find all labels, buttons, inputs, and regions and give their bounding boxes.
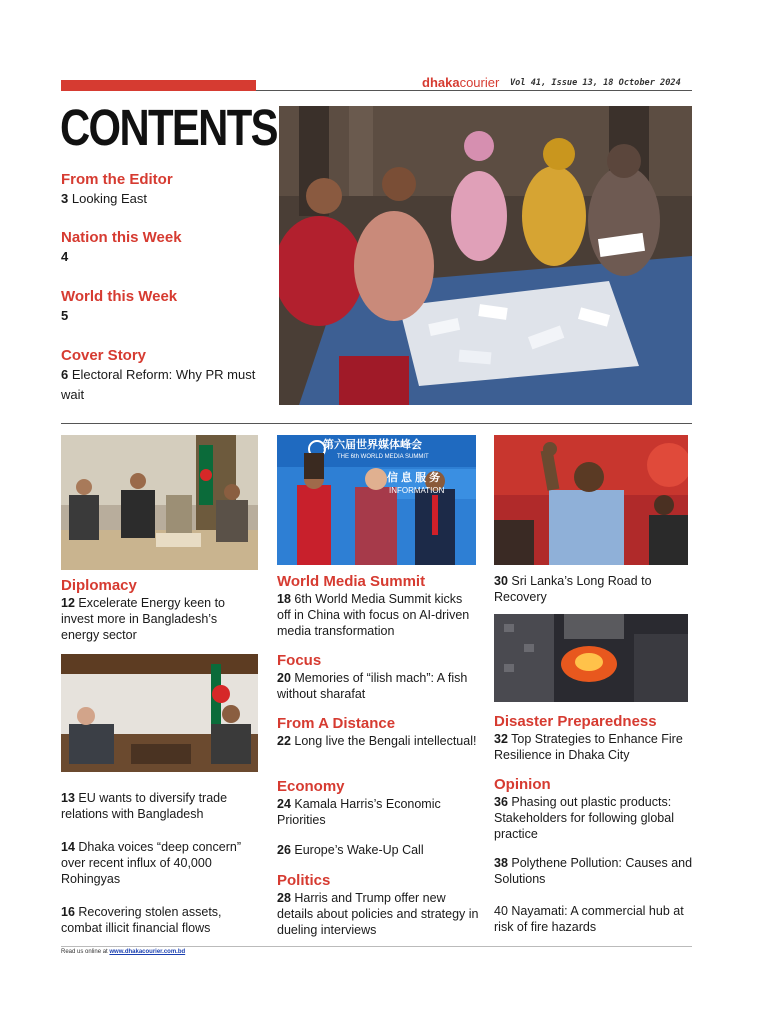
eu-meeting-photo	[61, 654, 258, 772]
website-link[interactable]: www.dhakacourier.com.bd	[109, 949, 186, 955]
toc-entry[interactable]	[494, 573, 688, 605]
footer-rule	[61, 946, 692, 947]
fire-photo	[494, 614, 688, 702]
page-number: 32	[494, 732, 508, 746]
toc-title: Memories of “ilish mach”: A fish without sharafat	[277, 671, 468, 701]
page-number: 4	[61, 249, 69, 264]
page-number: 24	[277, 797, 291, 811]
page-number: 14	[61, 840, 75, 854]
sri-lanka-photo	[494, 435, 688, 565]
toc-title: EU wants to diversify trade relations with Bangladesh	[61, 791, 228, 821]
toc-section: From A Distance	[277, 715, 396, 732]
toc-entry[interactable]	[61, 577, 251, 643]
toc-section: Opinion	[494, 776, 551, 793]
toc-title: Electoral Reform: Why PR must wait	[61, 367, 256, 402]
summit-sign: 信 息 服 务	[387, 472, 441, 484]
toc-section: Cover Story	[61, 347, 147, 364]
toc-title: Kamala Harris’s Economic Priorities	[277, 797, 441, 827]
toc-entry[interactable]	[61, 171, 271, 209]
page-number: 3	[61, 191, 69, 206]
toc-entry[interactable]	[61, 288, 271, 326]
toc-title: 6th World Media Summit kicks off in China with focus on AI-driven media transformation	[277, 592, 470, 638]
footer	[61, 948, 185, 956]
page-number: 13	[61, 791, 75, 805]
toc-section: Focus	[277, 652, 322, 669]
toc-entry[interactable]	[277, 573, 479, 639]
toc-title: Sri Lanka’s Long Road to Recovery	[494, 574, 652, 604]
page-number: 12	[61, 596, 75, 610]
toc-entry[interactable]	[494, 903, 694, 935]
page-number: 16	[61, 905, 75, 919]
summit-banner: 第六届世界媒体峰会	[323, 439, 422, 451]
page-number: 6	[61, 367, 69, 382]
toc-title: Phasing out plastic products: Stakeholders for following global practice	[494, 795, 674, 841]
page-number: 30	[494, 574, 508, 588]
page-number: 22	[277, 734, 291, 748]
toc-section: Nation this Week	[61, 229, 182, 246]
page-number: 26	[277, 843, 291, 857]
toc-section: From the Editor	[61, 171, 173, 188]
page-number: 36	[494, 795, 508, 809]
page-number: 5	[61, 308, 69, 323]
footer-prefix: Read us online at	[61, 949, 110, 955]
toc-entry[interactable]	[494, 713, 694, 763]
toc-entry[interactable]	[277, 715, 477, 749]
toc-title: Top Strategies to Enhance Fire Resilience in Dhaka City	[494, 732, 683, 762]
toc-entry[interactable]	[61, 347, 256, 405]
toc-title: Polythene Pollution: Causes and Solutions	[494, 856, 693, 886]
toc-title: Harris and Trump offer new details about policies and strategy in dueling interviews	[277, 891, 479, 937]
summit-banner-en: THE 6th WORLD MEDIA SUMMIT	[337, 454, 429, 460]
summit-sign-en: INFORMATION	[389, 486, 445, 495]
page-title: CONTENTS	[60, 99, 277, 156]
brand-light: courier	[459, 75, 500, 90]
toc-entry[interactable]	[61, 904, 261, 936]
toc-title: Europe’s Wake-Up Call	[294, 843, 424, 857]
toc-entry[interactable]	[494, 776, 694, 842]
toc-section: Politics	[277, 872, 331, 889]
toc-section: Disaster Preparedness	[494, 713, 657, 730]
toc-entry[interactable]	[277, 842, 477, 858]
toc-section: World Media Summit	[277, 573, 426, 590]
accent-bar	[61, 80, 256, 91]
toc-title: Long live the Bengali intellectual!	[294, 734, 477, 748]
toc-title: Excelerate Energy keen to invest more in Bangladesh’s energy sector	[61, 596, 226, 642]
brand-bold: dhaka	[422, 75, 460, 90]
section-divider	[61, 423, 692, 424]
masthead-brand	[422, 75, 499, 90]
toc-title: Dhaka voices “deep concern” over recent influx of 40,000 Rohingyas	[61, 840, 241, 886]
page-number: 18	[277, 592, 291, 606]
media-summit-photo	[277, 435, 476, 565]
diplomacy-photo	[61, 435, 258, 570]
toc-entry[interactable]	[277, 872, 482, 938]
toc-entry[interactable]	[277, 778, 477, 828]
page-number: 38	[494, 856, 508, 870]
toc-section: Diplomacy	[61, 577, 137, 594]
issue-line: Vol 41, Issue 13, 18 October 2024	[510, 78, 681, 88]
toc-title: Recovering stolen assets, combat illicit financial flows	[61, 905, 222, 935]
toc-entry[interactable]	[61, 229, 271, 267]
toc-entry[interactable]	[277, 652, 477, 702]
cover-photo	[279, 106, 692, 405]
page-number: 20	[277, 671, 291, 685]
toc-entry[interactable]	[61, 839, 261, 887]
toc-section: World this Week	[61, 288, 178, 305]
toc-entry[interactable]	[494, 855, 694, 887]
page-number: 28	[277, 891, 291, 905]
header-rule	[256, 90, 692, 91]
toc-title: 40 Nayamati: A commercial hub at risk of fire hazards	[494, 904, 684, 934]
toc-entry[interactable]	[61, 790, 251, 822]
toc-section: Economy	[277, 778, 345, 795]
toc-title: Looking East	[71, 191, 148, 206]
